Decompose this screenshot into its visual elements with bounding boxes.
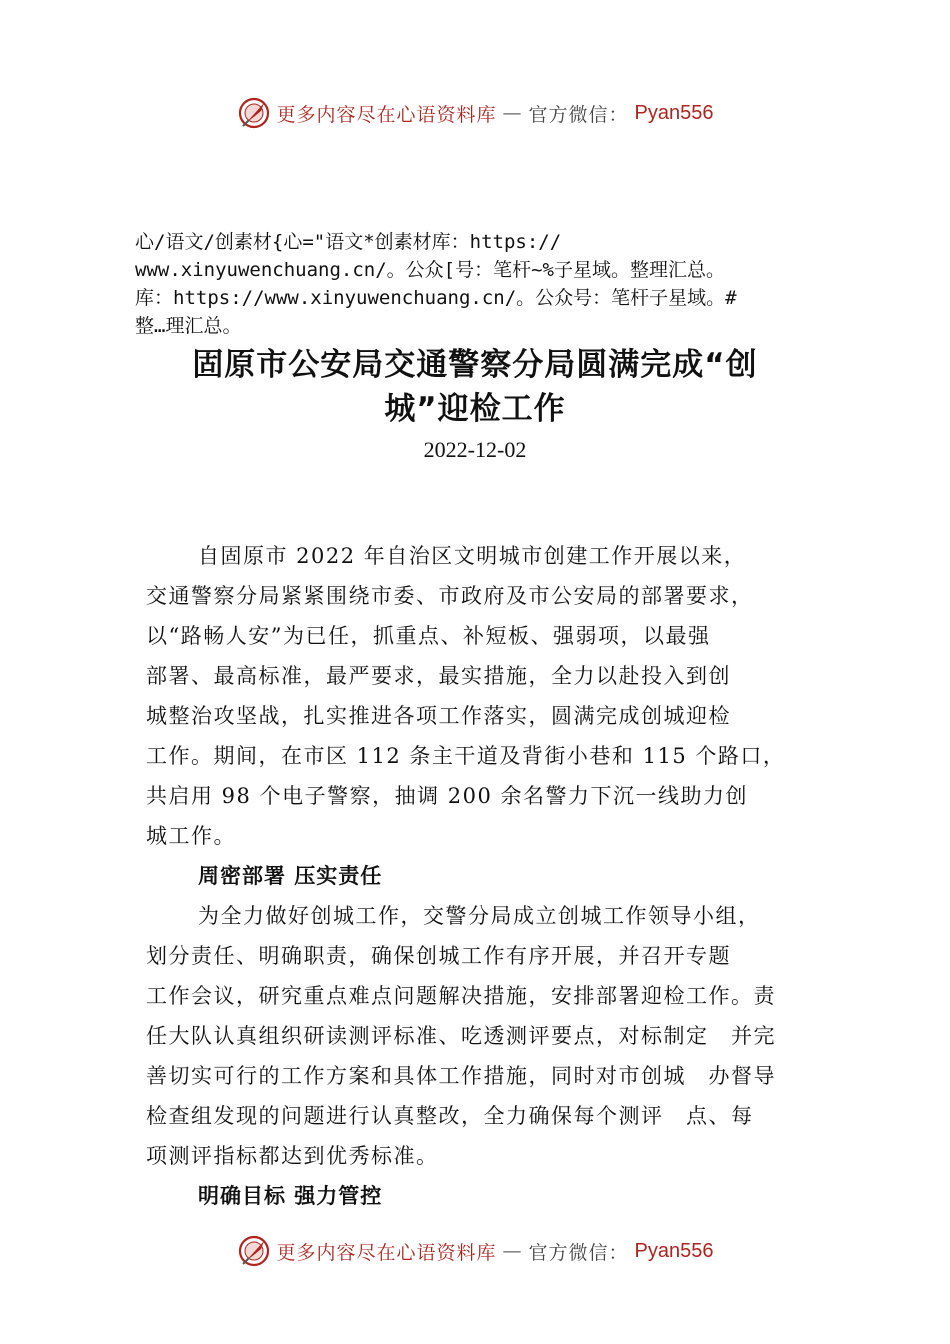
source-note [135,228,855,340]
article-title-line: 城”迎检工作 [384,391,566,427]
source-note-line: 心/语文/创素材{心="语文*创素材库：https:// [135,231,562,253]
paragraph-line: 交通警察分局紧紧围绕市委、市政府及市公安局的部署要求， [146,584,754,608]
banner-wechat-label: 官方微信： [528,1241,629,1264]
paragraph-line: 检查组发现的问题进行认真整改，全力确保每个测评 点、每 [146,1104,754,1128]
banner-separator: — [502,1240,523,1262]
paragraph-line: 善切实可行的工作方案和具体工作措施，同时对市创城 办督导 [146,1064,776,1088]
header-banner [0,96,950,130]
paragraph-line: 为全力做好创城工作，交警分局成立创城工作领导小组， [198,904,761,928]
paragraph-line: 自固原市 2022 年自治区文明城市创建工作开展以来， [198,544,747,568]
section-heading: 明确目标 强力管控 [198,1184,383,1208]
quill-seal-icon [237,96,271,130]
banner-wechat-label: 官方微信： [528,103,629,126]
quill-seal-icon [237,1234,271,1268]
paragraph-line: 共启用 98 个电子警察，抽调 200 余名警力下沉一线助力创 [146,784,749,808]
source-note-line: 整…理汇总。 [135,315,242,337]
paragraph-line: 城工作。 [146,824,236,848]
source-note-line: www.xinyuwenchuang.cn/。公众[号：笔杆~%子星域。整理汇总。 [135,259,725,281]
section-heading: 周密部署 压实责任 [198,864,383,888]
banner-wechat-id: Pyan556 [634,101,714,124]
banner-library-text: 更多内容尽在心语资料库 [276,1241,497,1264]
source-note-line: 库：https://www.xinyuwenchuang.cn/。公众号：笔杆子星域。# [135,287,737,309]
footer-banner [0,1234,950,1268]
paragraph-line: 工作。期间，在市区 112 条主干道及背街小巷和 115 个路口， [146,744,786,768]
paragraph-line: 项测评指标都达到优秀标准。 [146,1144,439,1168]
paragraph-line: 工作会议，研究重点难点问题解决措施，安排部署迎检工作。责 [146,984,776,1008]
article-body [146,536,836,1216]
article-date: 2022-12-02 [423,437,527,462]
paragraph-line: 任大队认真组织研读测评标准、吃透测评要点，对标制定 并完 [146,1024,776,1048]
paragraph-line: 城整治攻坚战，扎实推进各项工作落实，圆满完成创城迎检 [146,704,731,728]
banner-library-text: 更多内容尽在心语资料库 [276,103,497,126]
article-title-line: 固原市公安局交通警察分局圆满完成“创 [192,347,758,383]
paragraph-line: 划分责任、明确职责，确保创城工作有序开展，并召开专题 [146,944,731,968]
article-title [0,343,950,431]
banner-wechat-id: Pyan556 [634,1239,714,1262]
banner-separator: — [502,102,523,124]
paragraph-line: 以“路畅人安”为已任，抓重点、补短板、强弱项，以最强 [146,624,711,648]
paragraph-line: 部署、最高标准，最严要求，最实措施，全力以赴投入到创 [146,664,731,688]
